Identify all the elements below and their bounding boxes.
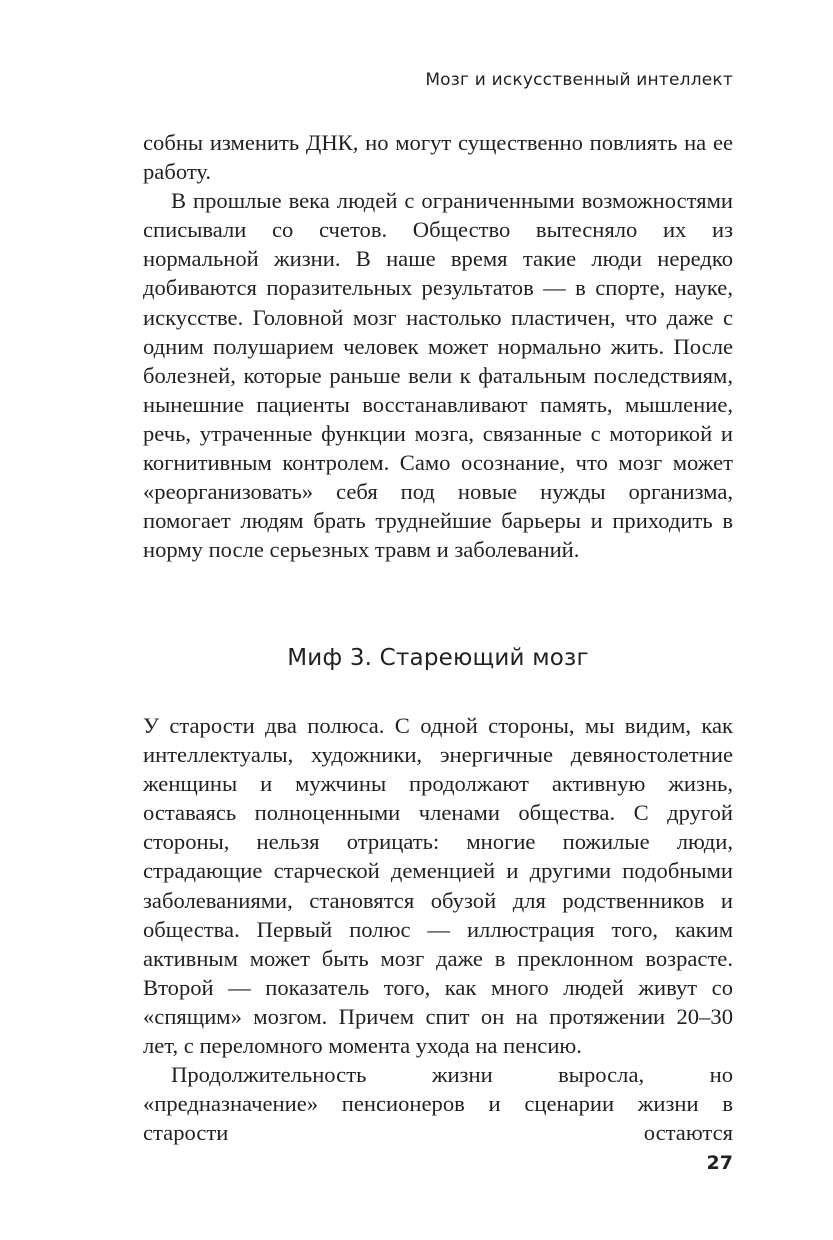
paragraph: У старости два полюса. С одной стороны, мы видим, как интеллектуалы, художники, энергичные девяностолетние женщины и мужчины продолжают активную жизнь, оставаясь полноценными членами общества. С другой стороны, нельзя отрицать: многие пожилые люди, страдающие старческой деменцией и другими подобными заболеваниями, становятся обузой для родственников и общества. Первый полюс — иллюстрация того, каким активным может быть мозг даже в преклонном возрасте. Второй — показатель того, как много людей живут со «спящим» мозгом. Причем спит он на протяжении 20–30 лет, с переломного момента ухода на пенсию. [143, 713, 733, 1059]
running-header: Мозг и искусственный интеллект [425, 70, 733, 90]
paragraph: Продолжительность жизни выросла, но «предназначение» пенсионеров и сценарии жизни в старости остаются [143, 1062, 733, 1146]
section-heading: Миф 3. Стареющий мозг [287, 645, 589, 671]
page-number: 27 [706, 1152, 733, 1174]
paragraph-continuation: собны изменить ДНК, но могут существенно повлиять на ее работу. [143, 130, 733, 185]
body-text-section-2 [143, 711, 733, 1147]
paragraph: В прошлые века людей с ограниченными возможностями списывали со счетов. Общество вытесняло их из нормальной жизни. В наше время такие люди нередко добиваются поразительных результатов — в спорте, науке, искусстве. Головной мозг настолько пластичен, что даже с одним полушарием человек может нормально жить. После болезней, которые раньше вели к фатальным последствиям, нынешние пациенты восстанавливают память, мышление, речь, утраченные функции мозга, связанные с моторикой и когнитивным контролем. Само осознание, что мозг может «реорганизовать» себя под новые нужды организма, помогает людям брать труднейшие барьеры и приходить в норму после серьезных травм и заболеваний. [143, 188, 733, 563]
body-text-section-1 [143, 128, 733, 564]
